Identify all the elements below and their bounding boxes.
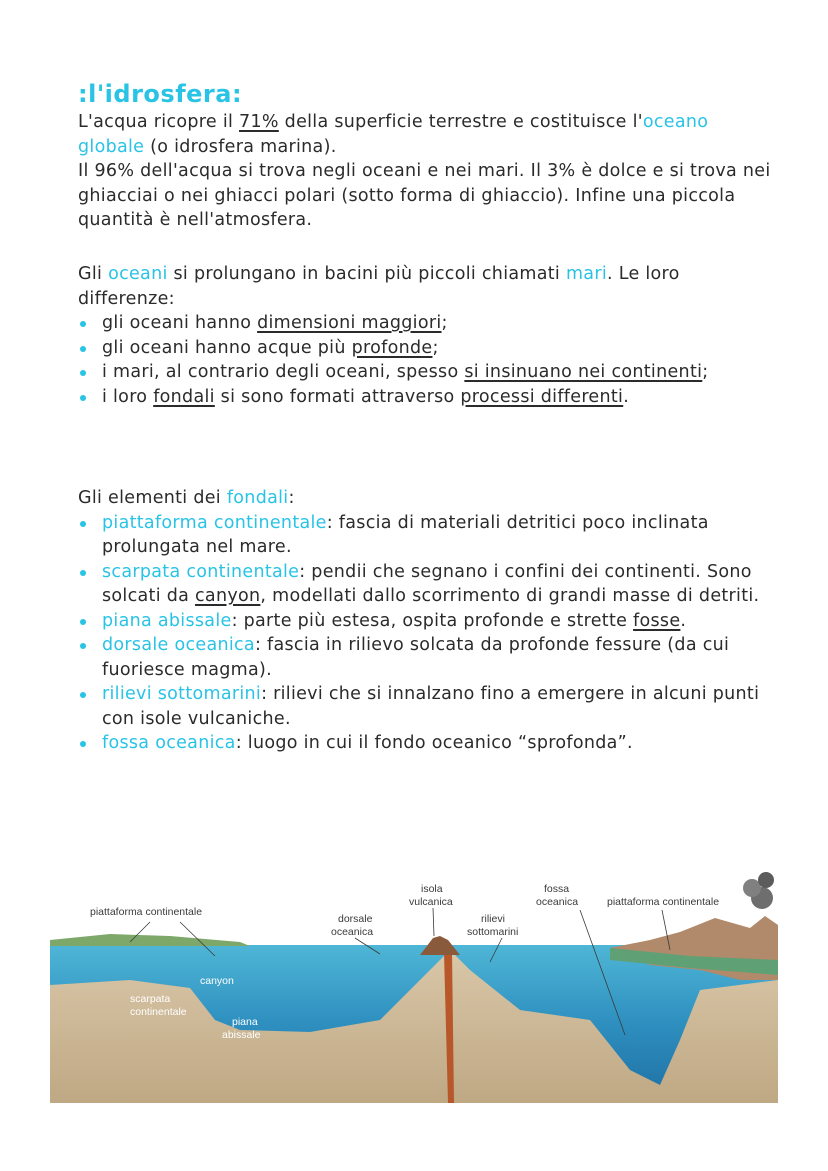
intro-line-distribution: Il 96% dell'acqua si trova negli oceani e nei mari. Il 3% è dolce e si trova nei ghiacciai o nei ghiacci polari (sotto forma di ghiaccio). Infine una piccola quantità è nell'atmosfera. xyxy=(78,161,771,230)
term-oceani: oceani xyxy=(108,264,168,284)
intro-paragraph xyxy=(78,110,778,233)
intro-text: L'acqua ricopre il xyxy=(78,112,240,132)
ocean-floor-diagram xyxy=(50,870,778,1103)
list-item: gli oceani hanno acque più profonde; xyxy=(78,336,778,361)
label-dorsale-1: dorsale xyxy=(338,913,373,925)
list-item: i mari, al contrario degli oceani, spesso si insinuano nei continenti; xyxy=(78,360,778,385)
label-rilievi-2: sottomarini xyxy=(467,926,519,938)
list-item: rilievi sottomarini: rilievi che si innalzano fino a emergere in alcuni punti con isole vulcaniche. xyxy=(78,682,778,731)
label-fossa-2: oceanica xyxy=(536,896,579,908)
label-piattaforma-right: piattaforma continentale xyxy=(607,896,720,908)
intro-text: (o idrosfera marina). xyxy=(144,136,337,157)
label-scarpata-2: continentale xyxy=(130,1006,187,1018)
label-isola-1: isola xyxy=(421,883,443,895)
list-item: fossa oceanica: luogo in cui il fondo oceanico “sprofonda”. xyxy=(78,731,778,756)
label-dorsale-2: oceanica xyxy=(331,926,374,938)
fondali-text: : xyxy=(288,488,295,508)
ocean-floor-illustration xyxy=(50,870,778,1103)
term-mari: mari xyxy=(565,264,607,284)
differences-list xyxy=(78,311,778,409)
percent-value: 71% xyxy=(239,112,279,132)
label-fossa-1: fossa xyxy=(544,883,570,895)
label-canyon: canyon xyxy=(200,975,234,987)
label-piattaforma-left: piattaforma continentale xyxy=(90,906,203,918)
fondali-text: Gli elementi dei xyxy=(78,488,227,508)
diff-text: . Le loro differenze: xyxy=(78,264,680,309)
intro-text: della superficie terrestre e costituisce l' xyxy=(278,112,643,132)
list-item: scarpata continentale: pendii che segnano i confini dei continenti. Sono solcati da canyon, modellati dallo scorrimento di grandi masse di detriti. xyxy=(78,560,778,609)
fondali-intro xyxy=(78,486,778,511)
label-scarpata-1: scarpata xyxy=(130,993,171,1005)
label-rilievi-1: rilievi xyxy=(481,913,505,925)
list-item: dorsale oceanica: fascia in rilievo solcata da profonde fessure (da cui fuoriesce magma). xyxy=(78,633,778,682)
term-fondali: fondali xyxy=(226,488,289,508)
list-item: i loro fondali si sono formati attraverso processi differenti. xyxy=(78,385,778,410)
label-isola-2: vulcanica xyxy=(409,896,453,908)
list-item: piattaforma continentale: fascia di materiali detritici poco inclinata prolungata nel mare. xyxy=(78,511,778,560)
list-item: gli oceani hanno dimensioni maggiori; xyxy=(78,311,778,336)
fondali-section xyxy=(78,486,778,756)
diff-text: Gli xyxy=(78,264,109,284)
page-title: :l'idrosfera: xyxy=(78,80,243,108)
label-piana-2: abissale xyxy=(222,1029,261,1041)
term-oceano-globale: oceano globale xyxy=(78,112,709,157)
fondali-list xyxy=(78,511,778,756)
differences-section xyxy=(78,262,778,409)
diff-text: si prolungano in bacini più piccoli chiamati xyxy=(167,264,566,284)
differences-intro xyxy=(78,262,778,311)
intro-line-ocean xyxy=(78,110,778,159)
label-piana-1: piana xyxy=(232,1016,258,1028)
list-item: piana abissale: parte più estesa, ospita profonde e strette fosse. xyxy=(78,609,778,634)
